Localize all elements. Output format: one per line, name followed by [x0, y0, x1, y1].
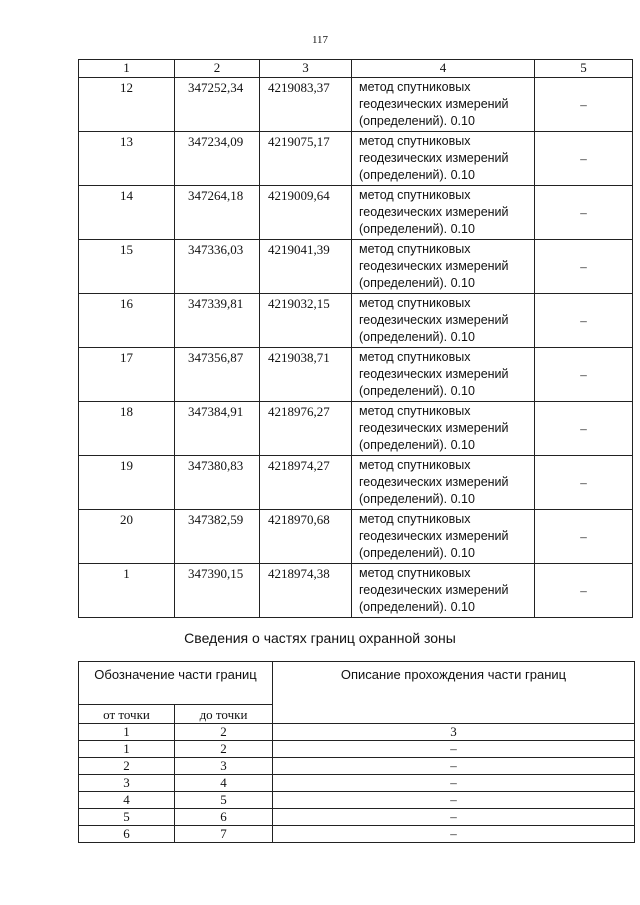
method-line: (определений). 0.10: [359, 546, 475, 560]
boundary-parts-table: [78, 661, 635, 843]
point-description: –: [535, 402, 633, 456]
table-row: [79, 78, 633, 132]
from-point-header: от точки: [79, 705, 175, 724]
to-point: 4: [175, 775, 273, 792]
part-description: –: [273, 809, 635, 826]
to-point-header: до точки: [175, 705, 273, 724]
measurement-method: [352, 132, 535, 186]
method-line: (определений). 0.10: [359, 114, 475, 128]
coordinate-y: 4219009,64: [260, 186, 352, 240]
measurement-method: [352, 240, 535, 294]
point-description: –: [535, 186, 633, 240]
coordinate-x: 347380,83: [175, 456, 260, 510]
coordinates-table: [78, 59, 633, 618]
table-row: [79, 741, 635, 758]
parts-numbering-row: [79, 724, 635, 741]
method-line: (определений). 0.10: [359, 492, 475, 506]
to-point: 5: [175, 792, 273, 809]
description-header: Описание прохождения части границ: [273, 662, 635, 724]
method-line: геодезических измерений: [359, 367, 509, 381]
method-line: (определений). 0.10: [359, 330, 475, 344]
from-point: 3: [79, 775, 175, 792]
coordinate-x: 347382,59: [175, 510, 260, 564]
table-row: [79, 775, 635, 792]
coordinate-y: 4218976,27: [260, 402, 352, 456]
table-row: [79, 348, 633, 402]
column-number-3: 3: [260, 60, 352, 78]
point-number: 19: [79, 456, 175, 510]
coordinate-x: 347339,81: [175, 294, 260, 348]
coordinate-x: 347336,03: [175, 240, 260, 294]
point-description: –: [535, 348, 633, 402]
method-line: (определений). 0.10: [359, 600, 475, 614]
point-description: –: [535, 294, 633, 348]
measurement-method: [352, 186, 535, 240]
method-line: метод спутниковых: [359, 134, 471, 148]
to-point: 7: [175, 826, 273, 843]
page-number: 117: [311, 34, 329, 46]
method-line: метод спутниковых: [359, 242, 471, 256]
coordinate-x: 347252,34: [175, 78, 260, 132]
point-number: 1: [79, 564, 175, 618]
measurement-method: [352, 348, 535, 402]
method-line: геодезических измерений: [359, 259, 509, 273]
table-row: [79, 826, 635, 843]
coordinate-x: 347264,18: [175, 186, 260, 240]
method-line: (определений). 0.10: [359, 222, 475, 236]
column-number-2: 2: [175, 60, 260, 78]
coordinate-y: 4219032,15: [260, 294, 352, 348]
parts-header-row: [79, 662, 635, 705]
method-line: метод спутниковых: [359, 350, 471, 364]
point-number: 13: [79, 132, 175, 186]
numbering-cell: 3: [273, 724, 635, 741]
method-line: геодезических измерений: [359, 313, 509, 327]
part-description: –: [273, 758, 635, 775]
measurement-method: [352, 564, 535, 618]
method-line: метод спутниковых: [359, 296, 471, 310]
measurement-method: [352, 294, 535, 348]
from-point: 4: [79, 792, 175, 809]
numbering-cell: 1: [79, 724, 175, 741]
point-number: 18: [79, 402, 175, 456]
section-title: Сведения о частях границ охранной зоны: [184, 630, 456, 646]
table-row: [79, 564, 633, 618]
method-line: геодезических измерений: [359, 583, 509, 597]
table-row: [79, 132, 633, 186]
coordinate-y: 4219038,71: [260, 348, 352, 402]
method-line: геодезических измерений: [359, 97, 509, 111]
coordinate-y: 4218970,68: [260, 510, 352, 564]
to-point: 2: [175, 741, 273, 758]
point-description: –: [535, 240, 633, 294]
method-line: (определений). 0.10: [359, 384, 475, 398]
coordinate-x: 347384,91: [175, 402, 260, 456]
from-point: 2: [79, 758, 175, 775]
point-description: –: [535, 78, 633, 132]
column-number-5: 5: [535, 60, 633, 78]
table-row: [79, 186, 633, 240]
coordinate-x: 347234,09: [175, 132, 260, 186]
method-line: (определений). 0.10: [359, 276, 475, 290]
column-number-4: 4: [352, 60, 535, 78]
part-description: –: [273, 826, 635, 843]
coordinate-y: 4219083,37: [260, 78, 352, 132]
point-number: 12: [79, 78, 175, 132]
table-row: [79, 792, 635, 809]
table-row: [79, 456, 633, 510]
table-row: [79, 402, 633, 456]
part-description: –: [273, 741, 635, 758]
from-point: 6: [79, 826, 175, 843]
part-description: –: [273, 775, 635, 792]
method-line: метод спутниковых: [359, 188, 471, 202]
part-description: –: [273, 792, 635, 809]
point-description: –: [535, 132, 633, 186]
from-point: 5: [79, 809, 175, 826]
coordinate-y: 4218974,27: [260, 456, 352, 510]
method-line: метод спутниковых: [359, 404, 471, 418]
method-line: геодезических измерений: [359, 421, 509, 435]
method-line: геодезических измерений: [359, 475, 509, 489]
method-line: геодезических измерений: [359, 205, 509, 219]
coordinate-y: 4219075,17: [260, 132, 352, 186]
point-number: 20: [79, 510, 175, 564]
method-line: метод спутниковых: [359, 80, 471, 94]
point-description: –: [535, 564, 633, 618]
measurement-method: [352, 78, 535, 132]
point-number: 17: [79, 348, 175, 402]
coordinates-header-row: [79, 60, 633, 78]
method-line: геодезических измерений: [359, 529, 509, 543]
coordinate-x: 347390,15: [175, 564, 260, 618]
point-description: –: [535, 510, 633, 564]
method-line: (определений). 0.10: [359, 438, 475, 452]
method-line: метод спутниковых: [359, 458, 471, 472]
table-row: [79, 294, 633, 348]
from-point: 1: [79, 741, 175, 758]
method-line: метод спутниковых: [359, 512, 471, 526]
measurement-method: [352, 510, 535, 564]
method-line: геодезических измерений: [359, 151, 509, 165]
measurement-method: [352, 456, 535, 510]
to-point: 6: [175, 809, 273, 826]
measurement-method: [352, 402, 535, 456]
point-number: 16: [79, 294, 175, 348]
table-row: [79, 240, 633, 294]
to-point: 3: [175, 758, 273, 775]
coordinate-y: 4218974,38: [260, 564, 352, 618]
table-row: [79, 809, 635, 826]
table-row: [79, 510, 633, 564]
point-description: –: [535, 456, 633, 510]
coordinate-x: 347356,87: [175, 348, 260, 402]
numbering-cell: 2: [175, 724, 273, 741]
method-line: метод спутниковых: [359, 566, 471, 580]
column-number-1: 1: [79, 60, 175, 78]
table-row: [79, 758, 635, 775]
method-line: (определений). 0.10: [359, 168, 475, 182]
point-number: 14: [79, 186, 175, 240]
point-number: 15: [79, 240, 175, 294]
coordinate-y: 4219041,39: [260, 240, 352, 294]
designation-header: Обозначение части границ: [79, 662, 273, 705]
